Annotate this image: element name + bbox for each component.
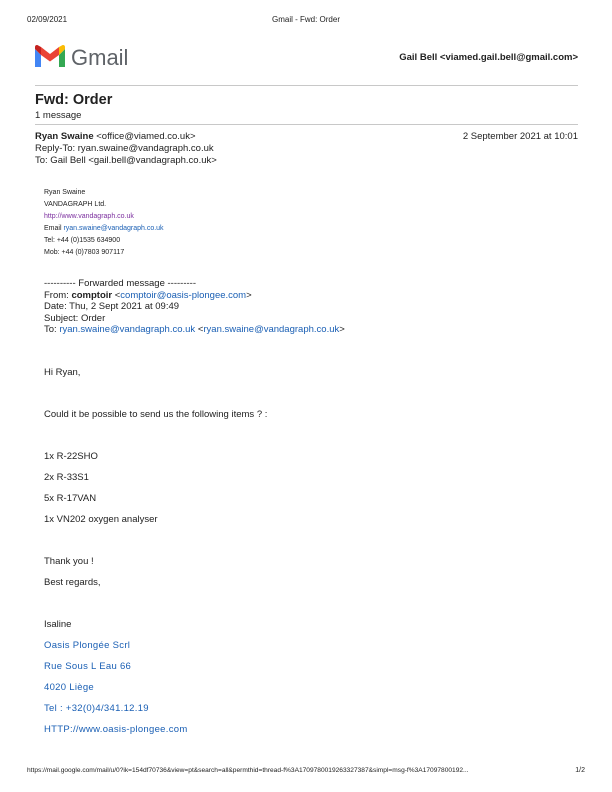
forwarded-from-label: From: bbox=[44, 289, 72, 301]
forwarded-subject: Subject: Order bbox=[44, 312, 106, 324]
forwarded-from-email-link[interactable]: comptoir@oasis-plongee.com bbox=[120, 289, 247, 301]
forwarded-from-name: comptoir bbox=[71, 289, 113, 301]
thanks-text: Thank you ! bbox=[44, 556, 94, 567]
divider bbox=[35, 124, 578, 125]
sender-name: Ryan Swaine bbox=[35, 131, 94, 142]
forwarded-separator: ---------- Forwarded message --------- bbox=[44, 278, 196, 289]
signature-email-link[interactable]: ryan.swaine@vandagraph.co.uk bbox=[63, 225, 164, 232]
forwarded-header bbox=[44, 278, 345, 336]
forwarded-to-link[interactable]: ryan.swaine@vandagraph.co.uk bbox=[59, 324, 196, 335]
forwarded-to-email-link[interactable]: ryan.swaine@vandagraph.co.uk bbox=[203, 324, 340, 335]
order-item: 2x R-33S1 bbox=[44, 472, 89, 483]
print-date: 02/09/2021 bbox=[27, 15, 68, 24]
forwarded-from-bracket-close: > bbox=[246, 289, 252, 301]
request-text: Could it be possible to send us the following items ? : bbox=[44, 409, 268, 420]
page-number: 1/2 bbox=[575, 767, 585, 774]
forwarded-from-bracket-open: < bbox=[112, 289, 121, 301]
forwarded-to-label: To: bbox=[44, 324, 60, 335]
forwarded-to-bracket-open: < bbox=[195, 324, 204, 335]
gmail-logo-text: Gmail bbox=[71, 45, 129, 70]
recipient: To: Gail Bell <gail.bell@vandagraph.co.uk> bbox=[35, 155, 217, 166]
signature-tel: Tel: +44 (0)1535 634900 bbox=[44, 237, 121, 244]
signature-email-label: Email bbox=[44, 225, 64, 232]
print-title: Gmail - Fwd: Order bbox=[271, 15, 340, 24]
signature-email bbox=[44, 223, 164, 235]
forwarded-to-bracket-close: > bbox=[339, 324, 345, 335]
divider bbox=[35, 85, 578, 86]
forwarded-from bbox=[44, 290, 345, 302]
reply-to: Reply-To: ryan.swaine@vandagraph.co.uk bbox=[35, 143, 214, 154]
regards-text: Best regards, bbox=[44, 577, 101, 588]
thread-subject: Fwd: Order bbox=[35, 92, 113, 108]
sender-street: Rue Sous L Eau 66 bbox=[44, 661, 132, 672]
gmail-logo bbox=[35, 45, 65, 73]
sender-company: Oasis Plongée Scrl bbox=[44, 640, 131, 651]
print-url: https://mail.google.com/mail/u/0?ik=154df70736&view=pt&search=all&permthid=thread-f%3A1709780019263327387&simpl=msg-f%3A17097800192... bbox=[27, 767, 469, 774]
account-email: Gail Bell <viamed.gail.bell@gmail.com> bbox=[399, 52, 578, 63]
sender-website-link[interactable]: HTTP://www.oasis-plongee.com bbox=[44, 724, 188, 735]
forwarded-to bbox=[44, 324, 345, 336]
signature-website-link[interactable]: http://www.vandagraph.co.uk bbox=[44, 213, 134, 220]
signature-block bbox=[44, 187, 164, 259]
sender-first-name: Isaline bbox=[44, 619, 72, 630]
message-count: 1 message bbox=[35, 110, 82, 121]
signature-name: Ryan Swaine bbox=[44, 189, 86, 196]
sender-email: <office@viamed.co.uk> bbox=[96, 131, 196, 142]
signature-mob: Mob: +44 (0)7803 907117 bbox=[44, 249, 125, 256]
order-item: 1x R-22SHO bbox=[44, 451, 98, 462]
sender-tel: Tel : +32(0)4/341.12.19 bbox=[44, 703, 149, 714]
order-item: 1x VN202 oxygen analyser bbox=[44, 514, 158, 525]
greeting: Hi Ryan, bbox=[44, 367, 81, 378]
order-item: 5x R-17VAN bbox=[44, 493, 97, 504]
sender-city: 4020 Liège bbox=[44, 682, 95, 693]
message-date: 2 September 2021 at 10:01 bbox=[462, 131, 578, 142]
forwarded-date: Date: Thu, 2 Sept 2021 at 09:49 bbox=[44, 301, 180, 312]
message-from bbox=[35, 131, 196, 142]
gmail-m-icon bbox=[35, 45, 65, 68]
signature-company: VANDAGRAPH Ltd. bbox=[44, 201, 107, 208]
